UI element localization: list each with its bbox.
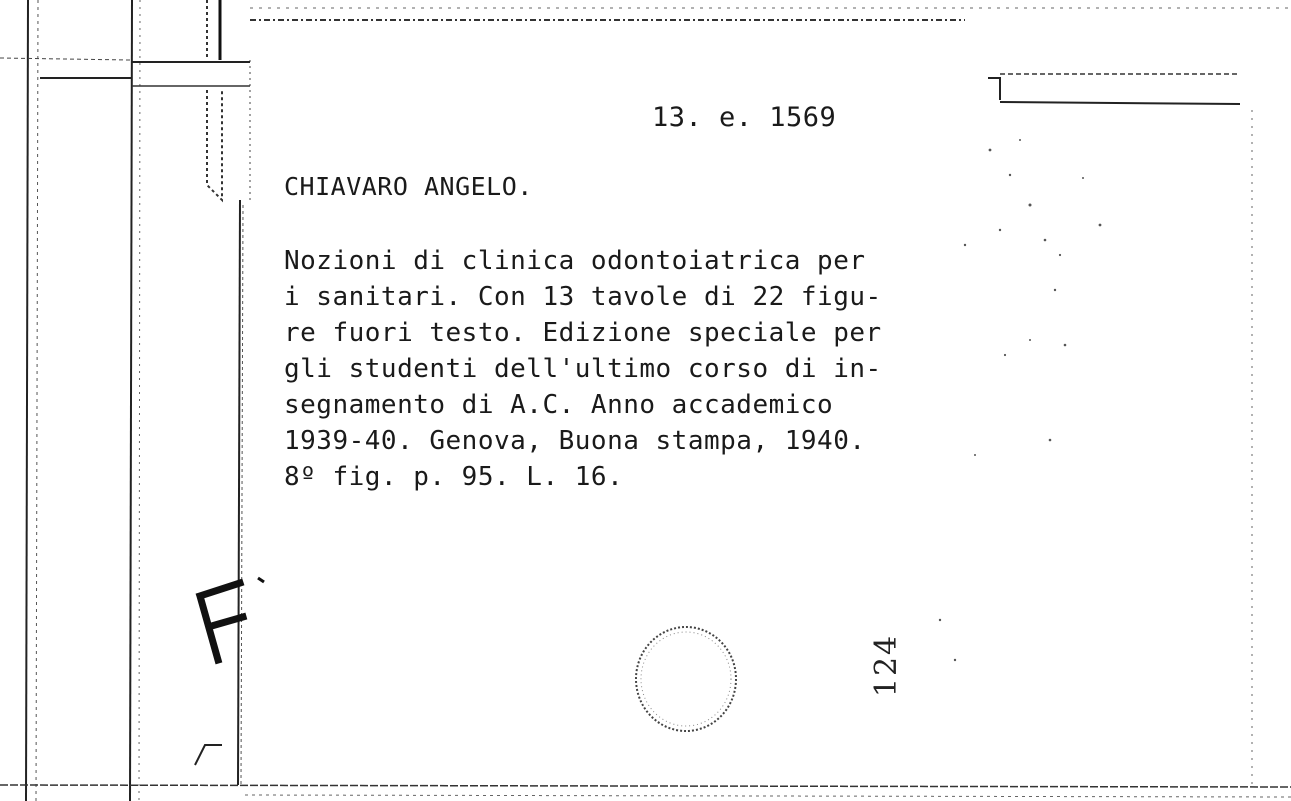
card-edge-line — [130, 0, 132, 801]
description-line: Nozioni di clinica odontoiatrica per — [284, 246, 866, 276]
description-line: re fuori testo. Edizione speciale per — [284, 318, 882, 348]
punch-hole-circle — [636, 627, 736, 731]
author-heading: CHIAVARO ANGELO. — [284, 172, 533, 201]
handwritten-mark — [195, 745, 222, 765]
description-line: 8º fig. p. 95. L. 16. — [284, 462, 624, 492]
card-edge-line — [241, 205, 243, 785]
handwritten-mark — [258, 578, 264, 582]
scan-noise-speckles — [939, 139, 1102, 661]
card-edge-line — [1000, 102, 1240, 104]
card-edge-line — [988, 78, 1000, 100]
card-edge-line — [207, 90, 222, 200]
card-edge-line — [0, 785, 1291, 787]
description-line: gli studenti dell'ultimo corso di in- — [284, 354, 882, 384]
card-edge-line — [238, 200, 240, 785]
margin-number: 124 — [869, 633, 905, 698]
card-edge-line — [139, 0, 140, 801]
card-edge-line — [26, 0, 28, 801]
description-line: segnamento di A.C. Anno accademico — [284, 390, 834, 420]
description-line: 1939-40. Genova, Buona stampa, 1940. — [284, 426, 866, 456]
description-line: i sanitari. Con 13 tavole di 22 figu- — [284, 282, 882, 312]
punch-hole-circle — [641, 632, 731, 726]
card-edge-line — [36, 0, 38, 801]
handwritten-mark — [200, 583, 243, 660]
shelfmark: 13. e. 1569 — [652, 102, 837, 133]
card-edge-line — [0, 58, 130, 60]
card-edge-line — [245, 795, 1291, 797]
